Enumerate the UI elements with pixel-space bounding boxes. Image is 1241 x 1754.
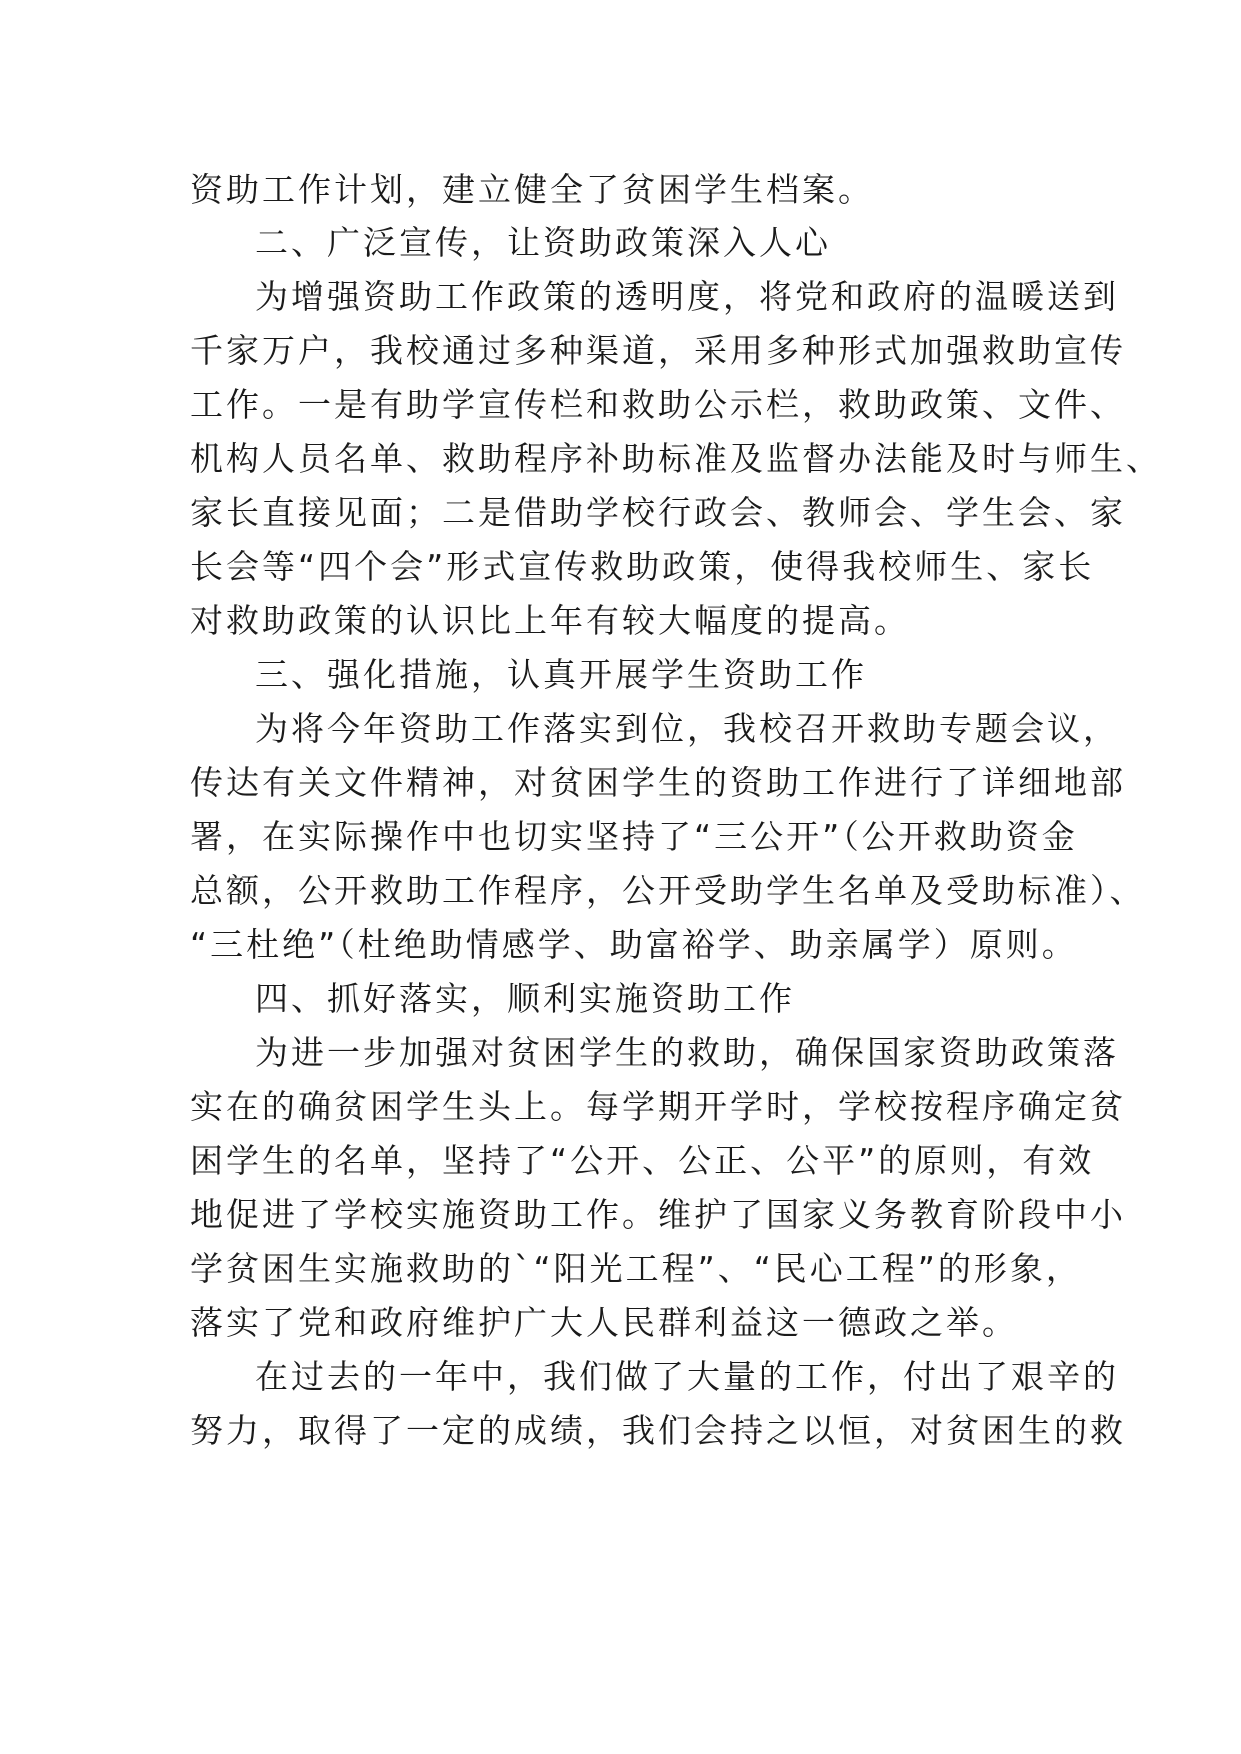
- text-line: 为进一步加强对贫困学生的救助，确保国家资助政策落: [255, 1033, 1119, 1072]
- text-line: 为增强资助工作政策的透明度，将党和政府的温暖送到: [255, 277, 1119, 316]
- section-heading: 四、抓好落实，顺利实施资助工作: [255, 979, 795, 1018]
- text-line: “三杜绝”（杜绝助情感学、助富裕学、助亲属学）原则。: [190, 925, 1078, 964]
- text-line: 家长直接见面；二是借助学校行政会、教师会、学生会、家: [190, 493, 1126, 532]
- text-line: 在过去的一年中，我们做了大量的工作，付出了艰辛的: [255, 1357, 1119, 1396]
- text-line: 千家万户，我校通过多种渠道，采用多种形式加强救助宣传: [190, 331, 1126, 370]
- text-line: 实在的确贫困学生头上。每学期开学时，学校按程序确定贫: [190, 1087, 1126, 1126]
- text-line: 总额，公开救助工作程序，公开受助学生名单及受助标准）、: [190, 871, 1146, 910]
- text-line: 传达有关文件精神，对贫困学生的资助工作进行了详细地部: [190, 763, 1126, 802]
- text-line: 落实了党和政府维护广大人民群利益这一德政之举。: [190, 1303, 1018, 1342]
- text-line: 学贫困生实施救助的`“阳光工程”、“民心工程”的形象，: [190, 1249, 1082, 1288]
- text-line: 工作。一是有助学宣传栏和救助公示栏，救助政策、文件、: [190, 385, 1126, 424]
- text-line: 为将今年资助工作落实到位，我校召开救助专题会议，: [255, 709, 1119, 748]
- text-line: 对救助政策的认识比上年有较大幅度的提高。: [190, 601, 910, 640]
- text-line: 机构人员名单、救助程序补助标准及监督办法能及时与师生、: [190, 439, 1162, 478]
- text-line: 困学生的名单，坚持了“公开、公正、公平”的原则，有效: [190, 1141, 1095, 1180]
- text-line: 努力，取得了一定的成绩，我们会持之以恒，对贫困生的救: [190, 1411, 1126, 1450]
- text-line: 长会等“四个会”形式宣传救助政策，使得我校师生、家长: [190, 547, 1095, 586]
- text-line: 地促进了学校实施资助工作。维护了国家义务教育阶段中小: [190, 1195, 1126, 1234]
- text-line: 资助工作计划，建立健全了贫困学生档案。: [190, 170, 874, 209]
- section-heading: 三、强化措施，认真开展学生资助工作: [255, 655, 867, 694]
- section-heading: 二、广泛宣传，让资助政策深入人心: [255, 223, 831, 262]
- text-line: 署，在实际操作中也切实坚持了“三公开”（公开救助资金: [190, 817, 1078, 856]
